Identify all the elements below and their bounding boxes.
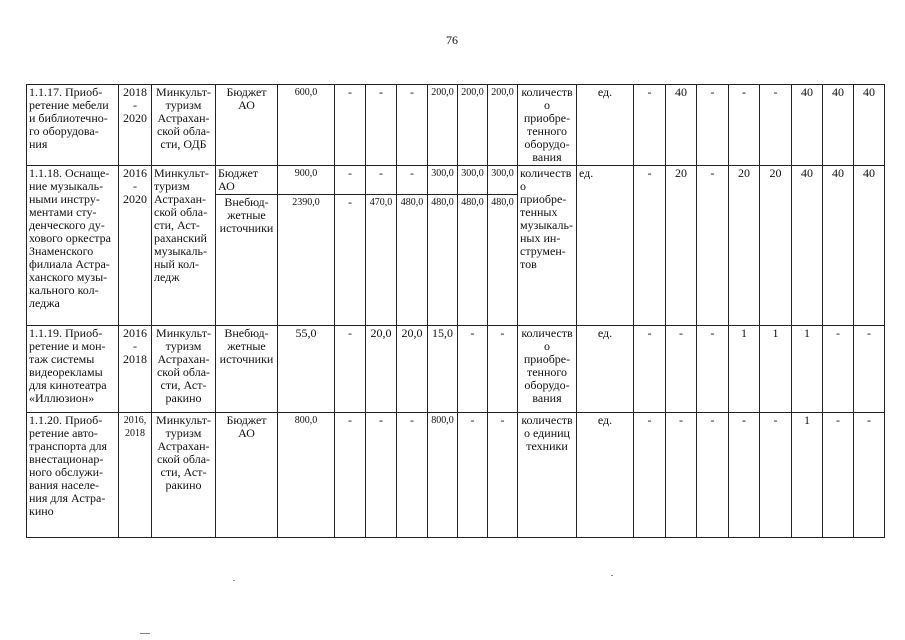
funding-source: Бюджет АО bbox=[216, 413, 278, 538]
year-value: - bbox=[458, 326, 488, 413]
executor: Минкульт-туризм Астрахан-ской обла-сти, Аст-раханский музыкаль-ный кол-ледж bbox=[152, 166, 216, 326]
indicator-value: 40 bbox=[854, 85, 885, 166]
funding-source: Бюджет АО bbox=[216, 85, 278, 166]
scan-speck bbox=[233, 580, 235, 581]
page-number: 76 bbox=[446, 33, 458, 47]
year-value: 15,0 bbox=[428, 326, 458, 413]
years: 2016 - 2018 bbox=[119, 326, 152, 413]
scan-speck bbox=[140, 633, 150, 634]
indicator: количество приобре-тенного оборудо-вания bbox=[518, 326, 577, 413]
indicator-value: 40 bbox=[666, 85, 697, 166]
funding-source: Внебюд-жетные источники bbox=[216, 326, 278, 413]
year-value: 300,0 bbox=[458, 166, 488, 195]
indicator-value: 1 bbox=[729, 326, 760, 413]
years: 2016 - 2020 bbox=[119, 166, 152, 326]
unit: ед. bbox=[577, 413, 634, 538]
indicator-value: - bbox=[697, 166, 729, 326]
year-value: 480,0 bbox=[397, 195, 428, 326]
year-value: - bbox=[335, 326, 366, 413]
year-value: 20,0 bbox=[366, 326, 397, 413]
measure-title: 1.1.17. Приоб-ретение мебели и библиотечно-го оборудова-ния bbox=[27, 85, 119, 166]
measure-title: 1.1.18. Оснаще-ние музыкаль-ными инстру-ментами сту-денческого ду-хового оркестра Знаменского филиала Астра-ханского музы-кального кол-леджа bbox=[27, 166, 119, 326]
indicator-value: - bbox=[634, 85, 666, 166]
scan-speck bbox=[611, 575, 613, 576]
year-value: - bbox=[366, 166, 397, 195]
total-amount: 800,0 bbox=[278, 413, 335, 538]
funding-source: Бюджет АО bbox=[216, 166, 278, 195]
year-value: 200,0 bbox=[428, 85, 458, 166]
indicator-value: - bbox=[823, 413, 854, 538]
year-value: 200,0 bbox=[458, 85, 488, 166]
total-amount: 900,0 bbox=[278, 166, 335, 195]
year-value: - bbox=[335, 413, 366, 538]
table-row bbox=[27, 326, 885, 413]
indicator: количество приобре-тенного оборудо-вания bbox=[518, 85, 577, 166]
indicator: количество приобре-тенных музыкаль-ных ин-струмен-тов bbox=[518, 166, 577, 326]
year-value: 800,0 bbox=[428, 413, 458, 538]
indicator-value: - bbox=[697, 326, 729, 413]
total-amount: 2390,0 bbox=[278, 195, 335, 326]
total-amount: 600,0 bbox=[278, 85, 335, 166]
year-value: 480,0 bbox=[428, 195, 458, 326]
indicator-value: - bbox=[634, 166, 666, 326]
indicator-value: 40 bbox=[792, 85, 823, 166]
year-value: 480,0 bbox=[458, 195, 488, 326]
year-value: - bbox=[335, 85, 366, 166]
year-value: 200,0 bbox=[488, 85, 518, 166]
year-value: - bbox=[397, 413, 428, 538]
year-value: - bbox=[366, 85, 397, 166]
indicator-value: - bbox=[666, 413, 697, 538]
indicator-value: - bbox=[854, 413, 885, 538]
executor: Минкульт-туризм Астрахан-ской обла-сти, Аст-ракино bbox=[152, 413, 216, 538]
year-value: 20,0 bbox=[397, 326, 428, 413]
executor: Минкульт-туризм Астрахан-ской обла-сти, ОДБ bbox=[152, 85, 216, 166]
year-value: - bbox=[458, 413, 488, 538]
years: 2018 - 2020 bbox=[119, 85, 152, 166]
indicator-value: 40 bbox=[823, 166, 854, 326]
executor: Минкульт-туризм Астрахан-ской обла-сти, Аст-ракино bbox=[152, 326, 216, 413]
indicator-value: 20 bbox=[666, 166, 697, 326]
indicator-value: - bbox=[634, 413, 666, 538]
indicator: количество единиц техники bbox=[518, 413, 577, 538]
year-value: - bbox=[488, 413, 518, 538]
indicator-value: 1 bbox=[760, 326, 792, 413]
indicator-value: - bbox=[760, 85, 792, 166]
indicator-value: 1 bbox=[792, 413, 823, 538]
funding-source: Внебюд-жетные источники bbox=[216, 195, 278, 326]
total-amount: 55,0 bbox=[278, 326, 335, 413]
years: 2016, 2018 bbox=[119, 413, 152, 538]
table-row bbox=[27, 166, 885, 195]
indicator-value: - bbox=[634, 326, 666, 413]
indicator-value: 20 bbox=[760, 166, 792, 326]
year-value: 300,0 bbox=[428, 166, 458, 195]
year-value: - bbox=[488, 326, 518, 413]
unit: ед. bbox=[577, 85, 634, 166]
unit: ед. bbox=[577, 166, 634, 326]
unit: ед. bbox=[577, 326, 634, 413]
indicator-value: 40 bbox=[792, 166, 823, 326]
year-value: - bbox=[335, 166, 366, 195]
indicator-value: - bbox=[666, 326, 697, 413]
year-value: 300,0 bbox=[488, 166, 518, 195]
indicator-value: - bbox=[697, 413, 729, 538]
year-value: - bbox=[366, 413, 397, 538]
table-row bbox=[27, 413, 885, 538]
year-value: 470,0 bbox=[366, 195, 397, 326]
year-value: 480,0 bbox=[488, 195, 518, 326]
measure-title: 1.1.19. Приоб-ретение и мон-таж системы видеорекламы для кинотеатра «Иллюзион» bbox=[27, 326, 119, 413]
indicator-value: - bbox=[697, 85, 729, 166]
table-row bbox=[27, 85, 885, 166]
year-value: - bbox=[397, 166, 428, 195]
indicator-value: 40 bbox=[854, 166, 885, 326]
indicator-value: - bbox=[729, 413, 760, 538]
indicator-value: 40 bbox=[823, 85, 854, 166]
indicator-value: 1 bbox=[792, 326, 823, 413]
program-measures-table bbox=[26, 84, 885, 538]
measure-title: 1.1.20. Приоб-ретение авто-транспорта для внестационар-ного обслужи-вания населе-ния для Астра-кино bbox=[27, 413, 119, 538]
indicator-value: 20 bbox=[729, 166, 760, 326]
indicator-value: - bbox=[760, 413, 792, 538]
year-value: - bbox=[335, 195, 366, 326]
year-value: - bbox=[397, 85, 428, 166]
indicator-value: - bbox=[823, 326, 854, 413]
indicator-value: - bbox=[854, 326, 885, 413]
indicator-value: - bbox=[729, 85, 760, 166]
